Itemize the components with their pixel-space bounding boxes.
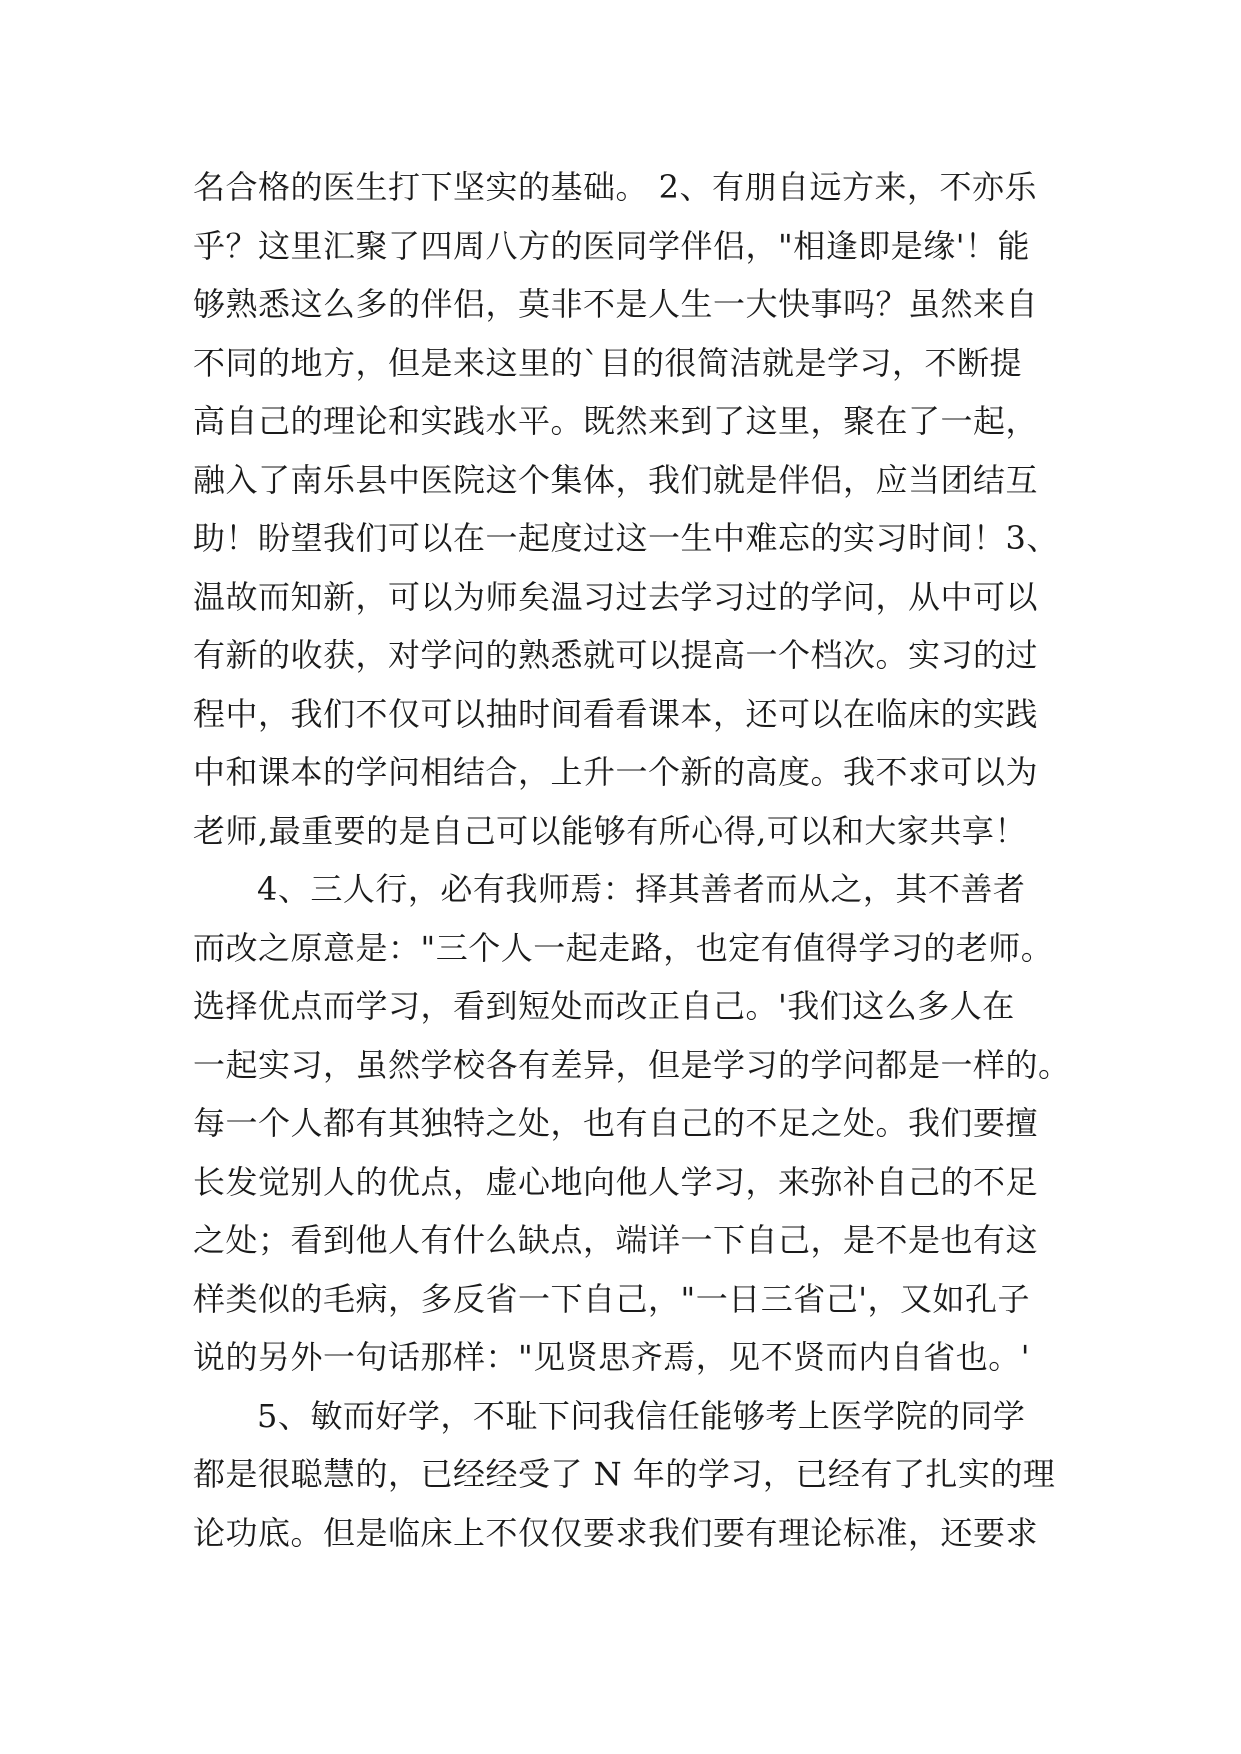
text-line: 中和课本的学问相结合，上升一个新的高度。我不求可以为 — [193, 753, 1039, 791]
text-line: 都是很聪慧的，已经经受了 N 年的学习，已经有了扎实的理 — [193, 1455, 1056, 1493]
body-text — [193, 158, 1071, 1562]
text-line: 论功底。但是临床上不仅仅要求我们要有理论标准，还要求 — [193, 1513, 1039, 1552]
text-line: 助！盼望我们可以在一起度过这一生中难忘的实习时间！3、 — [193, 519, 1059, 557]
text-line: 程中，我们不仅可以抽时间看看课本，还可以在临床的实践 — [193, 694, 1039, 733]
text-line: 而改之原意是："三个人一起走路，也定有值得学习的老师。 — [193, 928, 1054, 967]
text-line: 高自己的理论和实践水平。既然来到了这里，聚在了一起， — [193, 402, 1039, 440]
paragraph-start-line: 5、敏而好学，不耻下问我信任能够考上医学院的同学 — [257, 1396, 1026, 1435]
text-line: 老师,最重要的是自己可以能够有所心得,可以和大家共享！ — [193, 811, 1027, 850]
text-line: 有新的收获，对学问的熟悉就可以提高一个档次。实习的过 — [193, 636, 1039, 674]
text-line: 样类似的毛病，多反省一下自己，"一日三省己'，又如孔子 — [193, 1279, 1031, 1318]
text-line: 一起实习，虽然学校各有差异，但是学习的学问都是一样的。 — [193, 1045, 1071, 1084]
text-line: 够熟悉这么多的伴侣，莫非不是人生一大快事吗？虽然来自 — [193, 285, 1039, 323]
text-line: 融入了南乐县中医院这个集体，我们就是伴侣，应当团结互 — [193, 460, 1039, 499]
paragraph-start-line: 4、三人行，必有我师焉：择其善者而从之，其不善者 — [257, 870, 1026, 908]
text-line: 每一个人都有其独特之处，也有自己的不足之处。我们要擅 — [193, 1104, 1039, 1142]
text-line: 之处；看到他人有什么缺点，端详一下自己，是不是也有这 — [193, 1221, 1039, 1259]
text-line: 选择优点而学习，看到短处而改正自己。'我们这么多人在 — [193, 987, 1015, 1025]
text-line: 乎？这里汇聚了四周八方的医同学伴侣，"相逢即是缘'！能 — [193, 226, 1031, 265]
text-line: 长发觉别人的优点，虚心地向他人学习，来弥补自己的不足 — [193, 1162, 1039, 1201]
text-line: 不同的地方，但是来这里的`目的很简洁就是学习，不断提 — [193, 343, 1023, 382]
text-line: 温故而知新，可以为师矣温习过去学习过的学问，从中可以 — [193, 577, 1039, 616]
text-line: 说的另外一句话那样："见贤思齐焉，见不贤而内自省也。' — [193, 1338, 1031, 1376]
text-line: 名合格的医生打下坚实的基础。 2、有朋自远方来，不亦乐 — [193, 168, 1038, 206]
